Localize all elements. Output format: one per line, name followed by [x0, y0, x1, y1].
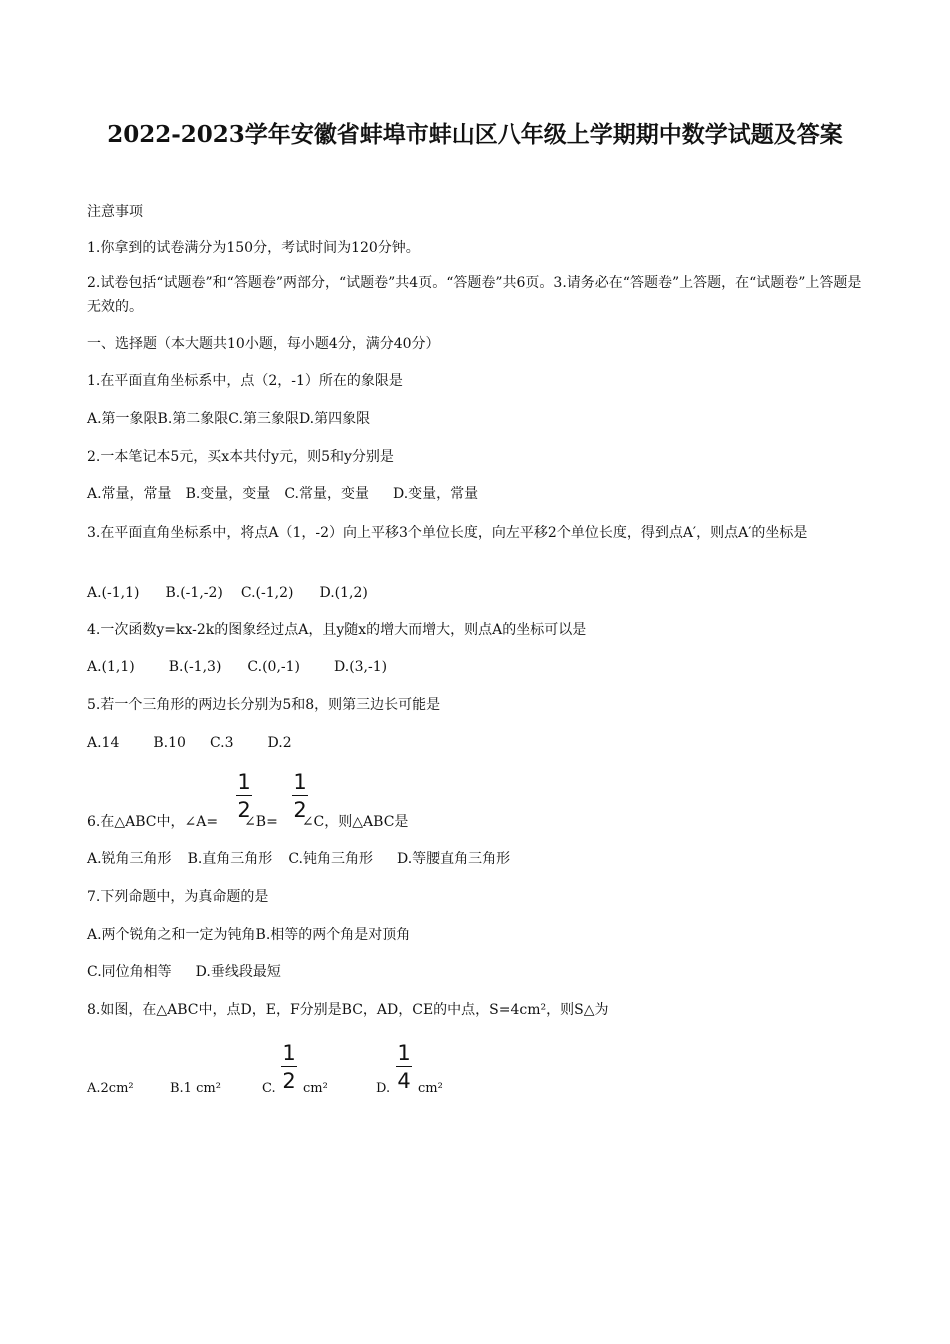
- q2-option-a: A.常量，常量: [87, 486, 172, 502]
- q8-option-a: A.2cm²: [87, 1081, 134, 1096]
- q2-options: [87, 485, 478, 503]
- fraction-bar: [396, 1066, 412, 1067]
- q8-option-d-unit: cm²: [418, 1081, 443, 1096]
- q8-option-b: B.1 cm²: [170, 1081, 221, 1096]
- section-heading: 一、选择题（本大题共10小题，每小题4分，满分40分）: [87, 336, 440, 352]
- fraction-denominator: 2: [282, 1069, 296, 1093]
- fraction-numerator: 1: [282, 1041, 296, 1065]
- q5-option-c: C.3: [209, 735, 234, 751]
- q6-option-b: B.直角三角形: [187, 851, 273, 867]
- q3-option-a: A.(-1,1): [87, 585, 140, 601]
- q6-options: [87, 850, 510, 868]
- q3-option-c: C.(-1,2): [240, 585, 294, 601]
- fraction-denominator: 4: [397, 1069, 411, 1093]
- q6-option-d: D.等腰直角三角形: [396, 851, 511, 867]
- q6-option-a: A.锐角三角形: [87, 851, 172, 867]
- q3-option-b: B.(-1,-2): [165, 585, 223, 601]
- q3-options: [87, 584, 368, 602]
- notice-item-2: 2.试卷包括“试题卷”和“答题卷”两部分，“试题卷”共4页。“答题卷”共6页。3.请务必在“答题卷”上答题，在“试题卷”上答题是无效的。: [87, 275, 862, 315]
- fraction-denominator: 2: [293, 798, 307, 822]
- q6-stem-part2: ∠B=: [244, 814, 278, 830]
- q2-stem: 2.一本笔记本5元，买x本共付y元，则5和y分别是: [87, 449, 394, 465]
- q5-options: [87, 734, 292, 752]
- q5-stem: 5.若一个三角形的两边长分别为5和8，则第三边长可能是: [87, 697, 441, 713]
- q4-stem: 4.一次函数y=kx-2k的图象经过点A，且y随x的增大而增大，则点A的坐标可以是: [87, 622, 587, 638]
- q1-options: A.第一象限B.第二象限C.第三象限D.第四象限: [87, 411, 371, 427]
- q3-option-d: D.(1,2): [319, 585, 368, 601]
- q8-fraction-d: [394, 1042, 414, 1092]
- q7-options-line1: A.两个锐角之和一定为钝角B.相等的两个角是对顶角: [87, 927, 411, 943]
- q4-option-b: B.(-1,3): [168, 659, 222, 675]
- fraction-numerator: 1: [293, 770, 307, 794]
- q7-option-c: C.同位角相等: [87, 964, 172, 980]
- q2-option-d: D.变量，常量: [392, 486, 479, 502]
- fraction-bar: [292, 795, 308, 796]
- q2-option-b: B.变量，变量: [185, 486, 271, 502]
- q1-stem: 1.在平面直角坐标系中，点（2，-1）所在的象限是: [87, 373, 403, 389]
- q8-fraction-c: [279, 1042, 299, 1092]
- fraction-bar: [236, 795, 252, 796]
- notice-heading: 注意事项: [87, 204, 143, 220]
- q7-stem: 7.下列命题中，为真命题的是: [87, 889, 269, 905]
- q6-stem-part3: ∠C，则△ABC是: [301, 814, 409, 830]
- q8-stem: 8.如图，在△ABC中，点D，E，F分别是BC，AD，CE的中点，S=4cm²，则S△为: [87, 1002, 609, 1018]
- q4-option-a: A.(1,1): [87, 659, 135, 675]
- q5-option-b: B.10: [153, 735, 186, 751]
- q3-stem: 3.在平面直角坐标系中，将点A（1，-2）向上平移3个单位长度，向左平移2个单位长度，得到点A′，则点A′的坐标是: [87, 525, 808, 541]
- fraction-denominator: 2: [237, 798, 251, 822]
- q8-option-d-prefix: D.: [376, 1081, 391, 1096]
- fraction-numerator: 1: [397, 1041, 411, 1065]
- q7-options-line2: [87, 963, 281, 981]
- q8-option-c-unit: cm²: [303, 1081, 328, 1096]
- q7-option-d: D.垂线段最短: [195, 964, 281, 980]
- q4-option-c: C.(0,-1): [247, 659, 301, 675]
- q4-options: [87, 658, 387, 676]
- q4-option-d: D.(3,-1): [334, 659, 388, 675]
- q6-stem-part1: 6.在△ABC中，∠A=: [87, 814, 219, 830]
- q5-option-a: A.14: [87, 735, 120, 751]
- fraction-numerator: 1: [237, 770, 251, 794]
- notice-item-1: 1.你拿到的试卷满分为150分，考试时间为120分钟。: [87, 240, 420, 256]
- q6-stem: [87, 813, 408, 831]
- fraction-bar: [281, 1066, 297, 1067]
- q6-option-c: C.钝角三角形: [288, 851, 373, 867]
- q2-option-c: C.常量，变量: [284, 486, 369, 502]
- document-title: 2022-2023学年安徽省蚌埠市蚌山区八年级上学期期中数学试题及答案: [107, 121, 843, 148]
- q5-option-d: D.2: [267, 735, 292, 751]
- q8-option-c-prefix: C.: [262, 1081, 276, 1096]
